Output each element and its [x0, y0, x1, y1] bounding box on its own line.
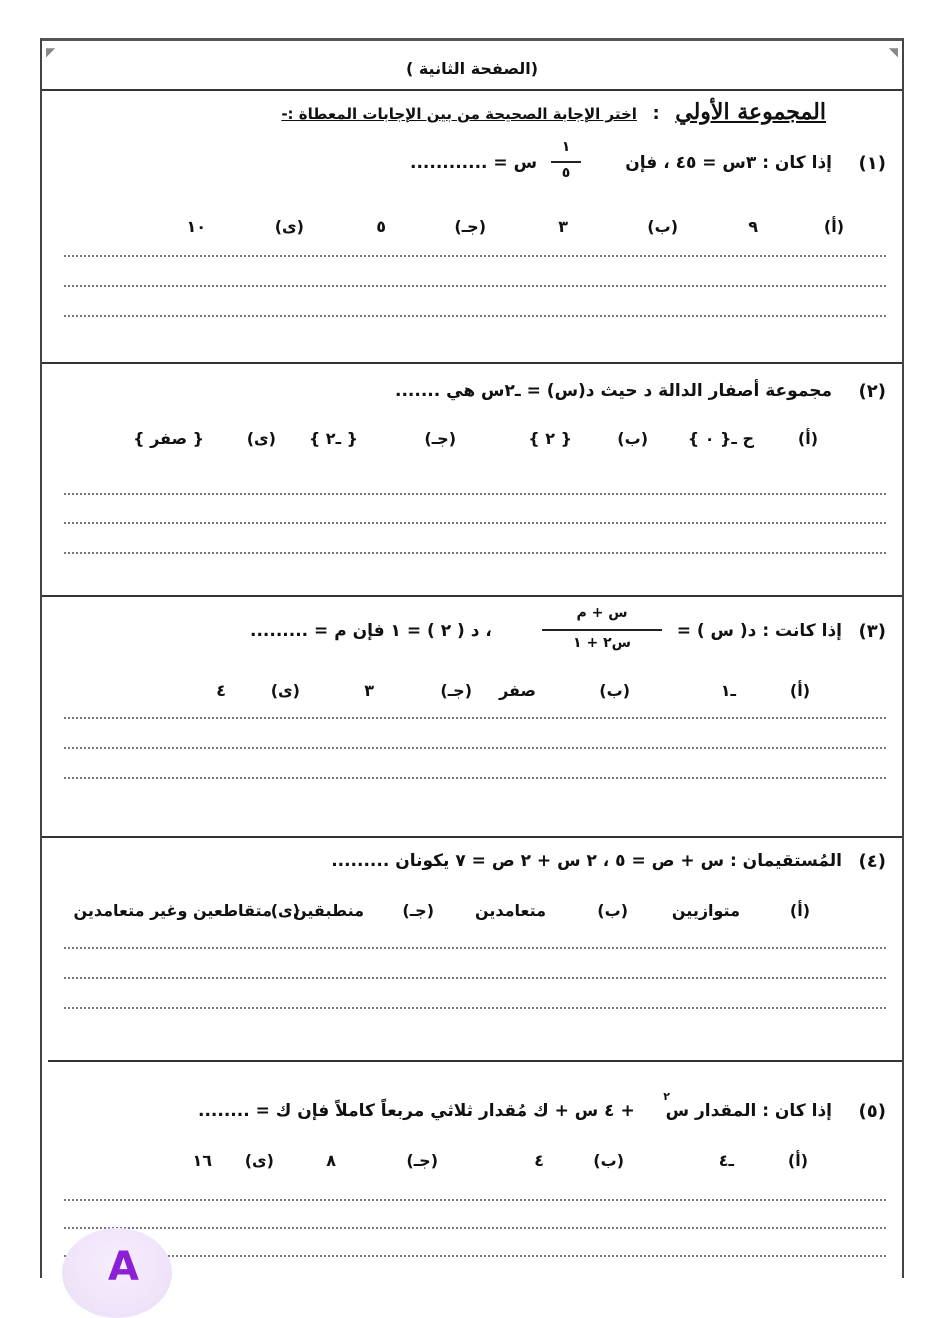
- question-1-option-d-label: (ى): [274, 217, 304, 236]
- question-2-option-b-label: (ب): [617, 429, 648, 448]
- question-4-option-d-label: (ى): [270, 901, 300, 920]
- answer-line: [64, 717, 886, 719]
- question-3-option-b-label: (ب): [599, 681, 630, 700]
- answer-line: [64, 1199, 886, 1201]
- question-4-option-a-label: (أ): [789, 901, 810, 920]
- question-2-option-c-label: (جـ): [424, 429, 456, 448]
- answer-line: [64, 977, 886, 979]
- question-5-text-suffix: + ٤ س + ك مُقدار ثلاثي مربعاً كاملاً فإن ك = ........: [198, 1101, 635, 1121]
- fraction-bar: [542, 629, 662, 631]
- question-3-option-a-value: ـ١: [720, 681, 736, 700]
- answer-line: [64, 747, 886, 749]
- answer-line: [64, 777, 886, 779]
- question-1-fraction-denominator: ٥: [561, 165, 571, 181]
- answer-line: [64, 552, 886, 554]
- question-2-option-d-label: (ى): [246, 429, 276, 448]
- fraction-bar: [551, 161, 581, 163]
- corner-mark-right: ◥: [888, 45, 898, 59]
- question-1-option-b-label: (ب): [647, 217, 678, 236]
- exam-sheet: [40, 38, 904, 1278]
- question-5-number: (٥): [858, 1101, 886, 1122]
- question-1-option-c-value: ٥: [376, 217, 386, 236]
- question-3-option-d-label: (ى): [270, 681, 300, 700]
- question-2-option-a-value: ح ـ{ ٠ }: [687, 429, 754, 448]
- answer-line: [64, 1227, 886, 1229]
- question-4-option-b-value: متعامدين: [474, 901, 546, 920]
- question-1-fraction-numerator: ١: [561, 139, 571, 155]
- group-instruction: اختر الإجابة الصحيحة من بين الإجابات المعطاة :-: [281, 105, 637, 123]
- question-5-superscript: ٢: [663, 1090, 670, 1103]
- question-3-fraction-denominator: س٢ + ١: [573, 635, 631, 651]
- question-2-option-a-label: (أ): [797, 429, 818, 448]
- question-5-option-b-value: ٤: [534, 1151, 544, 1170]
- group-title: المجموعة الأولي: [675, 99, 826, 125]
- question-4-option-b-label: (ب): [597, 901, 628, 920]
- question-5-text-prefix: إذا كان : المقدار س: [665, 1101, 832, 1121]
- question-3-option-c-value: ٣: [364, 681, 374, 700]
- question-4-number: (٤): [858, 851, 886, 872]
- question-4-option-c-value: منطبقين: [293, 901, 364, 920]
- question-5-option-a-label: (أ): [787, 1151, 808, 1170]
- group-colon: :: [652, 103, 660, 124]
- question-3-text-prefix: إذا كانت : د( س ) =: [676, 621, 842, 641]
- question-2-number: (٢): [858, 381, 886, 402]
- answer-line: [64, 255, 886, 257]
- group-heading: [281, 99, 826, 125]
- question-2-text: مجموعة أصفار الدالة د حيث د(س) = ـ٢س هي .......: [395, 381, 832, 401]
- question-1-option-a-label: (أ): [823, 217, 844, 236]
- question-3-option-c-label: (جـ): [440, 681, 472, 700]
- question-5-option-c-label: (جـ): [406, 1151, 438, 1170]
- question-1-option-b-value: ٣: [558, 217, 568, 236]
- answer-line: [64, 493, 886, 495]
- question-3-option-a-label: (أ): [789, 681, 810, 700]
- question-4-text: المُستقيمان : س + ص = ٥ ، ٢ س + ٢ ص = ٧ يكونان .........: [331, 851, 842, 871]
- corner-mark-left: ◤: [46, 45, 56, 59]
- question-5-option-d-value: ١٦: [192, 1151, 212, 1170]
- answer-line: [64, 1007, 886, 1009]
- question-1-option-a-value: ٩: [748, 217, 758, 236]
- question-3-option-d-value: ٤: [216, 681, 226, 700]
- page-title: (الصفحة الثانية ): [405, 59, 539, 78]
- question-4-option-d-value: متقاطعين وغير متعامدين: [73, 901, 272, 920]
- question-3-option-b-value: صفر: [499, 681, 536, 700]
- question-5-option-d-label: (ى): [244, 1151, 274, 1170]
- question-3-text-suffix: ، د ( ٢ ) = ١ فإن م = .........: [250, 621, 492, 641]
- question-2-option-d-value: { صفر }: [133, 429, 204, 448]
- question-4-option-c-label: (جـ): [402, 901, 434, 920]
- question-1-text-suffix: س = ............: [410, 153, 538, 173]
- question-2-option-b-value: { ٢ }: [528, 429, 572, 448]
- question-1-text-prefix: إذا كان : ٣س = ٤٥ ، فإن: [625, 153, 832, 173]
- question-2-option-c-value: { ـ٢ }: [308, 429, 358, 448]
- question-1-option-d-value: ١٠: [186, 217, 206, 236]
- answer-line: [64, 285, 886, 287]
- question-3-number: (٣): [858, 621, 886, 642]
- question-1-number: (١): [858, 153, 886, 174]
- question-1-fraction: [551, 139, 581, 185]
- question-4-option-a-value: متوازيين: [671, 901, 740, 920]
- question-3-fraction-numerator: س + م: [576, 605, 628, 621]
- answer-line: [64, 1255, 886, 1257]
- watermark-logo-mark: A: [108, 1244, 139, 1290]
- answer-line: [64, 522, 886, 524]
- question-3-fraction: [542, 603, 662, 661]
- question-5-option-a-value: ـ٤: [718, 1151, 734, 1170]
- question-1-option-c-label: (جـ): [454, 217, 486, 236]
- answer-line: [64, 315, 886, 317]
- answer-line: [64, 947, 886, 949]
- question-5-option-b-label: (ب): [593, 1151, 624, 1170]
- question-5-option-c-value: ٨: [326, 1151, 336, 1170]
